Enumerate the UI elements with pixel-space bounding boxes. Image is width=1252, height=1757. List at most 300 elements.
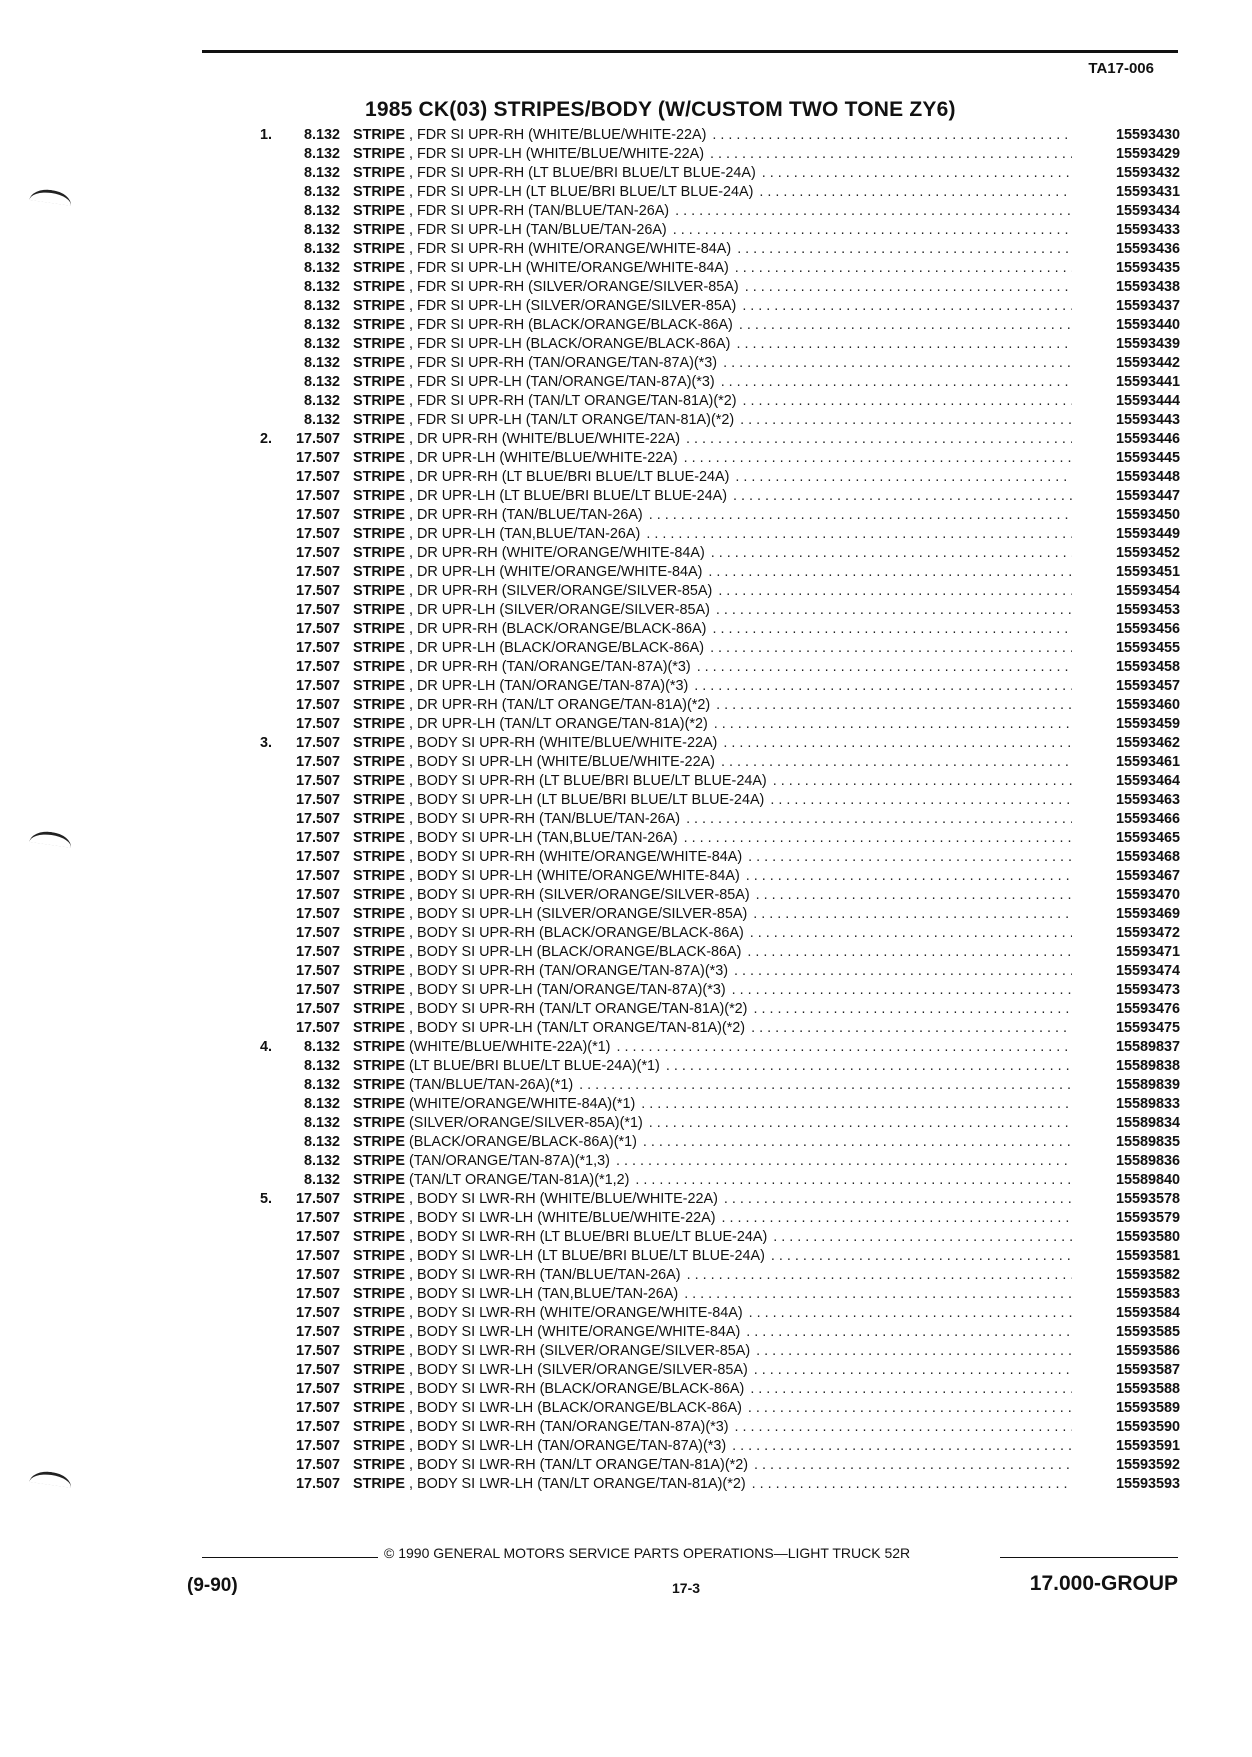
- part-number: 15593469: [1115, 906, 1180, 922]
- dot-leader: [681, 1266, 1072, 1285]
- dot-leader: [691, 658, 1072, 677]
- part-description-cell: [353, 1152, 1072, 1171]
- catalog-number: 17.507: [295, 925, 340, 941]
- catalog-number: 17.507: [295, 507, 340, 523]
- catalog-number: 17.507: [295, 564, 340, 580]
- catalog-number: 17.507: [295, 697, 340, 713]
- part-number: 15593473: [1115, 982, 1180, 998]
- part-row: [240, 1323, 1180, 1342]
- part-number: 15593461: [1115, 754, 1180, 770]
- catalog-number: 8.132: [303, 1153, 340, 1169]
- part-number: 15593434: [1115, 203, 1180, 219]
- dot-leader: [712, 582, 1072, 601]
- part-row: [240, 430, 1180, 449]
- part-description-cell: [353, 373, 1072, 392]
- part-row: [240, 1209, 1180, 1228]
- part-description: STRIPE , DR UPR-LH (WHITE/ORANGE/WHITE-84A): [353, 564, 703, 580]
- part-row: [240, 1076, 1180, 1095]
- part-description: STRIPE , DR UPR-RH (SILVER/ORANGE/SILVER-85A): [353, 583, 713, 599]
- part-description-cell: [353, 411, 1072, 430]
- part-number: 15589835: [1115, 1134, 1180, 1150]
- part-number: 15593466: [1115, 811, 1180, 827]
- part-description: STRIPE , BODY SI LWR-LH (TAN/ORANGE/TAN-87A)(*3): [353, 1438, 727, 1454]
- binder-hole-mark: [29, 1469, 72, 1488]
- catalog-number: 8.132: [303, 374, 340, 390]
- part-number: 15593449: [1115, 526, 1180, 542]
- part-description-cell: [353, 810, 1072, 829]
- part-number: 15593450: [1115, 507, 1180, 523]
- part-row: [240, 544, 1180, 563]
- part-row: [240, 335, 1180, 354]
- part-row: [240, 810, 1180, 829]
- catalog-number: 8.132: [303, 260, 340, 276]
- part-description: STRIPE , FDR SI UPR-LH (TAN/LT ORANGE/TAN-81A)(*2): [353, 412, 735, 428]
- part-number: 15593582: [1115, 1267, 1180, 1283]
- dot-leader: [748, 1361, 1072, 1380]
- binder-hole-mark: [29, 829, 72, 848]
- catalog-number: 8.132: [303, 279, 340, 295]
- part-number: 15593581: [1115, 1248, 1180, 1264]
- part-description-cell: [353, 1285, 1072, 1304]
- part-description: STRIPE , BODY SI UPR-RH (LT BLUE/BRI BLUE/LT BLUE-24A): [353, 773, 767, 789]
- footer-date: (9-90): [187, 1575, 238, 1596]
- dot-leader: [704, 145, 1072, 164]
- part-row: [240, 240, 1180, 259]
- dot-leader: [740, 1323, 1072, 1342]
- catalog-number: 17.507: [295, 1286, 340, 1302]
- part-description-cell: [353, 791, 1072, 810]
- part-row: [240, 1019, 1180, 1038]
- part-row: [240, 1266, 1180, 1285]
- part-number: 15593475: [1115, 1020, 1180, 1036]
- part-description: STRIPE (TAN/LT ORANGE/TAN-81A)(*1,2): [353, 1172, 630, 1188]
- part-description: STRIPE , BODY SI LWR-LH (WHITE/ORANGE/WHITE-84A): [353, 1324, 741, 1340]
- dot-leader: [729, 259, 1072, 278]
- part-row: [240, 1361, 1180, 1380]
- part-row: [240, 886, 1180, 905]
- catalog-number: 17.507: [295, 640, 340, 656]
- catalog-number: 17.507: [295, 735, 340, 751]
- part-number: 15589838: [1115, 1058, 1180, 1074]
- part-row: [240, 449, 1180, 468]
- dot-leader: [764, 791, 1072, 810]
- part-row: [240, 1000, 1180, 1019]
- part-description-cell: [353, 829, 1072, 848]
- catalog-number: 8.132: [303, 222, 340, 238]
- part-description-cell: [353, 1190, 1072, 1209]
- part-description-cell: [353, 202, 1072, 221]
- catalog-number: 17.507: [295, 1324, 340, 1340]
- part-description-cell: [353, 772, 1072, 791]
- dot-leader: [678, 1285, 1072, 1304]
- part-description: STRIPE , DR UPR-RH (BLACK/ORANGE/BLACK-86A): [353, 621, 707, 637]
- part-description-cell: [353, 981, 1072, 1000]
- catalog-number: 17.507: [295, 887, 340, 903]
- catalog-number: 17.507: [295, 1267, 340, 1283]
- part-description: STRIPE , DR UPR-LH (TAN/ORANGE/TAN-87A)(*3): [353, 678, 689, 694]
- part-description-cell: [353, 164, 1072, 183]
- part-description-cell: [353, 1323, 1072, 1342]
- part-description: STRIPE , FDR SI UPR-RH (SILVER/ORANGE/SILVER-85A): [353, 279, 739, 295]
- part-row: [240, 943, 1180, 962]
- dot-leader: [756, 164, 1072, 183]
- part-description: STRIPE , DR UPR-LH (WHITE/BLUE/WHITE-22A): [353, 450, 678, 466]
- catalog-number: 17.507: [295, 792, 340, 808]
- part-description-cell: [353, 1304, 1072, 1323]
- dot-leader: [726, 1437, 1072, 1456]
- dot-leader: [743, 1304, 1072, 1323]
- part-row: [240, 601, 1180, 620]
- part-number: 15593474: [1115, 963, 1180, 979]
- part-description: STRIPE , FDR SI UPR-LH (LT BLUE/BRI BLUE/LT BLUE-24A): [353, 184, 754, 200]
- part-number: 15593590: [1115, 1419, 1180, 1435]
- part-description: STRIPE , BODY SI UPR-LH (SILVER/ORANGE/SILVER-85A): [353, 906, 748, 922]
- dot-leader: [710, 696, 1072, 715]
- part-description: STRIPE , BODY SI LWR-RH (WHITE/BLUE/WHITE-22A): [353, 1191, 718, 1207]
- catalog-number: 17.507: [295, 830, 340, 846]
- part-description-cell: [353, 392, 1072, 411]
- part-number: 15593579: [1115, 1210, 1180, 1226]
- catalog-number: 17.507: [295, 526, 340, 542]
- part-row: [240, 658, 1180, 677]
- dot-leader: [767, 772, 1072, 791]
- part-row: [240, 981, 1180, 1000]
- catalog-number: 8.132: [303, 317, 340, 333]
- part-number: 15593578: [1115, 1191, 1180, 1207]
- part-description: STRIPE , BODY SI UPR-RH (TAN/ORANGE/TAN-87A)(*3): [353, 963, 729, 979]
- catalog-number: 17.507: [295, 944, 340, 960]
- part-description: STRIPE , BODY SI LWR-RH (WHITE/ORANGE/WHITE-84A): [353, 1305, 743, 1321]
- part-description: STRIPE , DR UPR-RH (LT BLUE/BRI BLUE/LT BLUE-24A): [353, 469, 730, 485]
- dot-leader: [715, 753, 1072, 772]
- part-number: 15593459: [1115, 716, 1180, 732]
- part-description: STRIPE , FDR SI UPR-RH (WHITE/BLUE/WHITE-22A): [353, 127, 707, 143]
- part-number: 15593584: [1115, 1305, 1180, 1321]
- catalog-number: 17.507: [295, 678, 340, 694]
- part-number: 15593462: [1115, 735, 1180, 751]
- part-description-cell: [353, 1076, 1072, 1095]
- part-row: [240, 1038, 1180, 1057]
- dot-leader: [660, 1057, 1072, 1076]
- part-row: [240, 1152, 1180, 1171]
- part-description-cell: [353, 734, 1072, 753]
- catalog-number: 8.132: [303, 1096, 340, 1112]
- part-row: [240, 1057, 1180, 1076]
- part-row: [240, 373, 1180, 392]
- dot-leader: [717, 734, 1072, 753]
- part-description: STRIPE , BODY SI LWR-LH (WHITE/BLUE/WHITE-22A): [353, 1210, 716, 1226]
- catalog-number: 17.507: [295, 545, 340, 561]
- part-description-cell: [353, 1209, 1072, 1228]
- part-number: 15593585: [1115, 1324, 1180, 1340]
- dot-leader: [727, 487, 1072, 506]
- dot-leader: [747, 905, 1072, 924]
- part-description: STRIPE , DR UPR-LH (TAN,BLUE/TAN-26A): [353, 526, 641, 542]
- part-description: STRIPE (WHITE/BLUE/WHITE-22A)(*1): [353, 1039, 611, 1055]
- dot-leader: [716, 1209, 1073, 1228]
- part-number: 15593448: [1115, 469, 1180, 485]
- part-description-cell: [353, 582, 1072, 601]
- part-description-cell: [353, 544, 1072, 563]
- part-description: STRIPE , BODY SI UPR-LH (TAN/LT ORANGE/TAN-81A)(*2): [353, 1020, 746, 1036]
- catalog-number: 8.132: [303, 393, 340, 409]
- part-description-cell: [353, 601, 1072, 620]
- part-description: STRIPE (BLACK/ORANGE/BLACK-86A)(*1): [353, 1134, 637, 1150]
- part-row: [240, 164, 1180, 183]
- catalog-number: 17.507: [295, 1191, 340, 1207]
- part-row: [240, 1228, 1180, 1247]
- part-description-cell: [353, 1247, 1072, 1266]
- part-description-cell: [353, 1266, 1072, 1285]
- part-number: 15593429: [1115, 146, 1180, 162]
- dot-leader: [718, 1190, 1072, 1209]
- item-number: 1.: [260, 127, 273, 143]
- binder-hole-mark: [29, 187, 72, 206]
- part-row: [240, 715, 1180, 734]
- part-number: 15593454: [1115, 583, 1180, 599]
- part-number: 15593443: [1115, 412, 1180, 428]
- catalog-number: 17.507: [295, 1362, 340, 1378]
- parts-list: [240, 126, 1180, 1494]
- part-number: 15589840: [1115, 1172, 1180, 1188]
- catalog-number: 8.132: [303, 412, 340, 428]
- part-number: 15593453: [1115, 602, 1180, 618]
- catalog-number: 17.507: [295, 431, 340, 447]
- dot-leader: [680, 810, 1072, 829]
- part-row: [240, 411, 1180, 430]
- part-description-cell: [353, 943, 1072, 962]
- part-row: [240, 1475, 1180, 1494]
- part-description: STRIPE , BODY SI LWR-RH (TAN/LT ORANGE/TAN-81A)(*2): [353, 1457, 749, 1473]
- part-description: STRIPE , DR UPR-RH (WHITE/BLUE/WHITE-22A): [353, 431, 681, 447]
- catalog-number: 17.507: [295, 1229, 340, 1245]
- dot-leader: [745, 1019, 1072, 1038]
- dot-leader: [733, 316, 1072, 335]
- part-row: [240, 1304, 1180, 1323]
- part-description: STRIPE , FDR SI UPR-LH (BLACK/ORANGE/BLACK-86A): [353, 336, 731, 352]
- dot-leader: [746, 1475, 1072, 1494]
- part-description-cell: [353, 335, 1072, 354]
- dot-leader: [715, 373, 1072, 392]
- catalog-number: 17.507: [295, 621, 340, 637]
- part-description: STRIPE , DR UPR-RH (TAN/ORANGE/TAN-87A)(*3): [353, 659, 691, 675]
- dot-leader: [708, 715, 1072, 734]
- page-reference: TA17-006: [1088, 60, 1154, 77]
- part-row: [240, 1171, 1180, 1190]
- part-description-cell: [353, 848, 1072, 867]
- part-description-cell: [353, 924, 1072, 943]
- catalog-number: 17.507: [295, 849, 340, 865]
- dot-leader: [705, 544, 1072, 563]
- part-description: STRIPE , FDR SI UPR-LH (SILVER/ORANGE/SILVER-85A): [353, 298, 737, 314]
- part-number: 15593464: [1115, 773, 1180, 789]
- page-title: 1985 CK(03) STRIPES/BODY (W/CUSTOM TWO TONE ZY6): [365, 98, 956, 121]
- catalog-number: 8.132: [303, 1039, 340, 1055]
- part-description-cell: [353, 715, 1072, 734]
- dot-leader: [610, 1152, 1072, 1171]
- part-row: [240, 753, 1180, 772]
- catalog-number: 8.132: [303, 355, 340, 371]
- part-description-cell: [353, 1342, 1072, 1361]
- part-description-cell: [353, 506, 1072, 525]
- dot-leader: [717, 354, 1072, 373]
- part-description: STRIPE , DR UPR-LH (BLACK/ORANGE/BLACK-86A): [353, 640, 705, 656]
- part-description: STRIPE (SILVER/ORANGE/SILVER-85A)(*1): [353, 1115, 643, 1131]
- part-description-cell: [353, 1019, 1072, 1038]
- catalog-number: 8.132: [303, 165, 340, 181]
- catalog-number: 8.132: [303, 336, 340, 352]
- footer-copyright: © 1990 GENERAL MOTORS SERVICE PARTS OPERATIONS—LIGHT TRUCK 52R: [384, 1545, 911, 1561]
- catalog-number: 8.132: [303, 184, 340, 200]
- part-description: STRIPE , BODY SI LWR-LH (TAN,BLUE/TAN-26A): [353, 1286, 679, 1302]
- part-description-cell: [353, 1418, 1072, 1437]
- part-row: [240, 696, 1180, 715]
- dot-leader: [688, 677, 1072, 696]
- part-number: 15593471: [1115, 944, 1180, 960]
- part-description: STRIPE , DR UPR-RH (TAN/LT ORANGE/TAN-81A)(*2): [353, 697, 711, 713]
- part-description: STRIPE , FDR SI UPR-RH (BLACK/ORANGE/BLACK-86A): [353, 317, 733, 333]
- dot-leader: [704, 639, 1072, 658]
- dot-leader: [678, 829, 1072, 848]
- part-number: 15593463: [1115, 792, 1180, 808]
- part-description-cell: [353, 468, 1072, 487]
- part-number: 15593467: [1115, 868, 1180, 884]
- catalog-number: 17.507: [295, 1343, 340, 1359]
- part-description: STRIPE , BODY SI UPR-RH (TAN/LT ORANGE/TAN-81A)(*2): [353, 1001, 748, 1017]
- part-row: [240, 202, 1180, 221]
- dot-leader: [748, 1456, 1072, 1475]
- part-description: STRIPE , BODY SI UPR-LH (WHITE/ORANGE/WHITE-84A): [353, 868, 740, 884]
- part-description-cell: [353, 449, 1072, 468]
- dot-leader: [729, 1418, 1072, 1437]
- part-description-cell: [353, 240, 1072, 259]
- part-row: [240, 924, 1180, 943]
- part-number: 15593457: [1115, 678, 1180, 694]
- part-description: STRIPE , FDR SI UPR-LH (TAN/ORANGE/TAN-87A)(*3): [353, 374, 715, 390]
- dot-leader: [753, 183, 1072, 202]
- part-description-cell: [353, 354, 1072, 373]
- part-number: 15589833: [1115, 1096, 1180, 1112]
- part-description: STRIPE , BODY SI LWR-RH (LT BLUE/BRI BLUE/LT BLUE-24A): [353, 1229, 768, 1245]
- part-description: STRIPE , FDR SI UPR-LH (WHITE/BLUE/WHITE-22A): [353, 146, 705, 162]
- dot-leader: [706, 620, 1072, 639]
- part-description: STRIPE , FDR SI UPR-RH (WHITE/ORANGE/WHITE-84A): [353, 241, 732, 257]
- part-description: STRIPE , BODY SI UPR-RH (TAN/BLUE/TAN-26A): [353, 811, 681, 827]
- dot-leader: [744, 924, 1072, 943]
- part-description: STRIPE , DR UPR-LH (SILVER/ORANGE/SILVER-85A): [353, 602, 710, 618]
- catalog-number: 17.507: [295, 1400, 340, 1416]
- part-row: [240, 677, 1180, 696]
- part-row: [240, 126, 1180, 145]
- catalog-number: 17.507: [295, 450, 340, 466]
- part-description-cell: [353, 525, 1072, 544]
- catalog-number: 17.507: [295, 1419, 340, 1435]
- part-description-cell: [353, 183, 1072, 202]
- catalog-number: 17.507: [295, 773, 340, 789]
- catalog-number: 17.507: [295, 1438, 340, 1454]
- catalog-number: 17.507: [295, 659, 340, 675]
- part-row: [240, 829, 1180, 848]
- part-description: STRIPE , BODY SI UPR-LH (TAN/ORANGE/TAN-87A)(*3): [353, 982, 726, 998]
- part-description-cell: [353, 259, 1072, 278]
- item-number: 4.: [260, 1039, 273, 1055]
- part-description-cell: [353, 145, 1072, 164]
- part-number: 15593456: [1115, 621, 1180, 637]
- top-rule: [202, 50, 1178, 53]
- catalog-number: 17.507: [295, 583, 340, 599]
- part-number: 15593432: [1115, 165, 1180, 181]
- part-description: STRIPE , FDR SI UPR-LH (WHITE/ORANGE/WHITE-84A): [353, 260, 729, 276]
- footer-group: 17.000-GROUP: [1029, 1572, 1178, 1595]
- part-description-cell: [353, 1114, 1072, 1133]
- part-number: 15593460: [1115, 697, 1180, 713]
- part-description: STRIPE , BODY SI LWR-RH (TAN/BLUE/TAN-26A): [353, 1267, 681, 1283]
- part-number: 15593436: [1115, 241, 1180, 257]
- catalog-number: 8.132: [303, 241, 340, 257]
- part-number: 15593592: [1115, 1457, 1180, 1473]
- catalog-number: 17.507: [295, 906, 340, 922]
- part-number: 15593470: [1115, 887, 1180, 903]
- part-number: 15593444: [1115, 393, 1180, 409]
- part-description: STRIPE (TAN/BLUE/TAN-26A)(*1): [353, 1077, 574, 1093]
- catalog-number: 8.132: [303, 298, 340, 314]
- part-description-cell: [353, 221, 1072, 240]
- part-description-cell: [353, 886, 1072, 905]
- part-description-cell: [353, 126, 1072, 145]
- part-row: [240, 487, 1180, 506]
- part-description-cell: [353, 278, 1072, 297]
- part-row: [240, 848, 1180, 867]
- catalog-number: 17.507: [295, 754, 340, 770]
- part-number: 15589837: [1115, 1039, 1180, 1055]
- part-number: 15593472: [1115, 925, 1180, 941]
- catalog-number: 8.132: [303, 1077, 340, 1093]
- part-description: STRIPE , DR UPR-LH (TAN/LT ORANGE/TAN-81A)(*2): [353, 716, 708, 732]
- part-row: [240, 297, 1180, 316]
- dot-leader: [610, 1038, 1072, 1057]
- part-description: STRIPE , BODY SI UPR-LH (WHITE/BLUE/WHITE-22A): [353, 754, 715, 770]
- part-row: [240, 392, 1180, 411]
- part-number: 15593447: [1115, 488, 1180, 504]
- part-row: [240, 316, 1180, 335]
- part-description-cell: [353, 1000, 1072, 1019]
- part-description: STRIPE , BODY SI LWR-LH (TAN/LT ORANGE/TAN-81A)(*2): [353, 1476, 746, 1492]
- dot-leader: [750, 1342, 1072, 1361]
- part-number: 15593465: [1115, 830, 1180, 846]
- catalog-number: 17.507: [295, 469, 340, 485]
- dot-leader: [731, 240, 1072, 259]
- dot-leader: [706, 126, 1072, 145]
- part-number: 15593476: [1115, 1001, 1180, 1017]
- part-description-cell: [353, 1038, 1072, 1057]
- item-number: 2.: [260, 431, 273, 447]
- dot-leader: [643, 506, 1072, 525]
- part-description-cell: [353, 696, 1072, 715]
- part-row: [240, 221, 1180, 240]
- catalog-number: 17.507: [295, 716, 340, 732]
- part-row: [240, 1418, 1180, 1437]
- part-number: 15593439: [1115, 336, 1180, 352]
- catalog-number: 17.507: [295, 1210, 340, 1226]
- part-row: [240, 563, 1180, 582]
- catalog-number: 17.507: [295, 963, 340, 979]
- dot-leader: [729, 468, 1072, 487]
- part-description-cell: [353, 658, 1072, 677]
- part-row: [240, 183, 1180, 202]
- part-row: [240, 620, 1180, 639]
- part-number: 15593583: [1115, 1286, 1180, 1302]
- part-number: 15593588: [1115, 1381, 1180, 1397]
